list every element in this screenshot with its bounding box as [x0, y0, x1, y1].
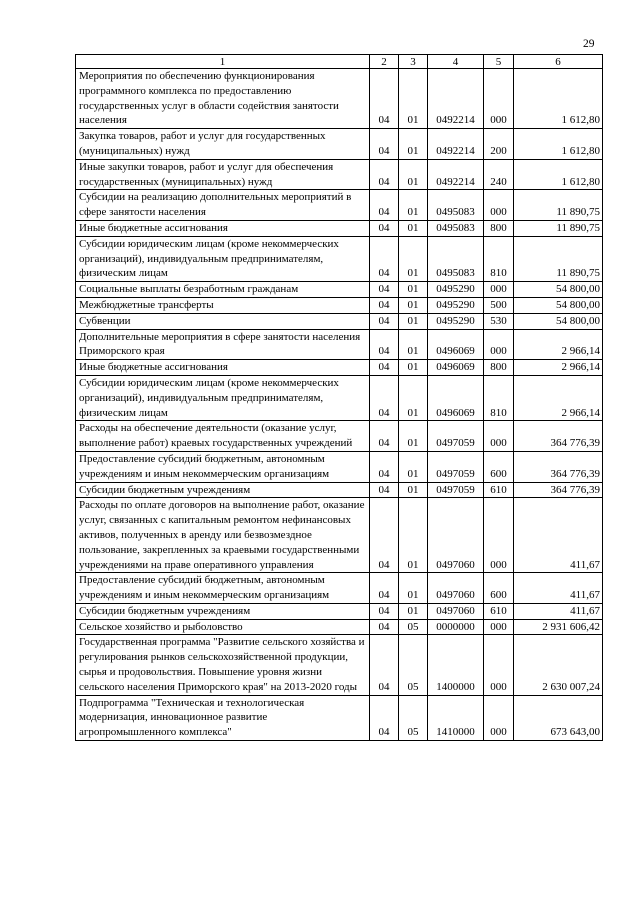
item-name: Государственная программа "Развитие сельского хозяйства и регулирования рынков сельскохозяйственной продукции, сырья и продовольствия. Повышение уровня жизни сельского населения Приморского края" на 2013-2020 годы	[76, 635, 370, 695]
amount: 54 800,00	[514, 313, 603, 329]
target-article-code: 0492214	[428, 129, 484, 160]
expense-type-code: 600	[484, 451, 514, 482]
target-article-code: 0497060	[428, 498, 484, 573]
expense-type-code: 000	[484, 69, 514, 129]
expense-type-code: 000	[484, 619, 514, 635]
item-name: Предоставление субсидий бюджетным, автономным учреждениям и иным некоммерческим организациям	[76, 451, 370, 482]
subsection-code: 01	[399, 190, 428, 221]
section-code: 04	[370, 360, 399, 376]
section-code: 04	[370, 573, 399, 604]
section-code: 04	[370, 69, 399, 129]
section-code: 04	[370, 619, 399, 635]
table-header-row	[76, 55, 603, 69]
table-row	[76, 360, 603, 376]
expense-type-code: 000	[484, 282, 514, 298]
subsection-code: 01	[399, 159, 428, 190]
item-name: Иные бюджетные ассигнования	[76, 360, 370, 376]
section-code: 04	[370, 329, 399, 360]
item-name: Закупка товаров, работ и услуг для государственных (муниципальных) нужд	[76, 129, 370, 160]
item-name: Сельское хозяйство и рыболовство	[76, 619, 370, 635]
item-name: Субсидии бюджетным учреждениям	[76, 482, 370, 498]
expense-type-code: 810	[484, 236, 514, 281]
table-row	[76, 159, 603, 190]
subsection-code: 01	[399, 360, 428, 376]
target-article-code: 0495083	[428, 236, 484, 281]
amount: 364 776,39	[514, 482, 603, 498]
amount: 2 630 007,24	[514, 635, 603, 695]
amount: 2 966,14	[514, 360, 603, 376]
table-row	[76, 635, 603, 695]
section-code: 04	[370, 482, 399, 498]
item-name: Межбюджетные трансферты	[76, 297, 370, 313]
amount: 54 800,00	[514, 297, 603, 313]
item-name: Субсидии юридическим лицам (кроме некоммерческих организаций), индивидуальным предпринимателям, физическим лицам	[76, 375, 370, 420]
expense-type-code: 200	[484, 129, 514, 160]
amount: 1 612,80	[514, 129, 603, 160]
item-name: Социальные выплаты безработным гражданам	[76, 282, 370, 298]
subsection-code: 01	[399, 573, 428, 604]
expense-type-code: 500	[484, 297, 514, 313]
column-header-2: 2	[370, 55, 399, 69]
table-row	[76, 297, 603, 313]
section-code: 04	[370, 190, 399, 221]
section-code: 04	[370, 498, 399, 573]
table-row	[76, 573, 603, 604]
item-name: Подпрограмма "Техническая и технологическая модернизация, инновационное развитие агропромышленного комплекса"	[76, 695, 370, 740]
amount: 411,67	[514, 603, 603, 619]
expense-type-code: 600	[484, 573, 514, 604]
expense-type-code: 800	[484, 220, 514, 236]
subsection-code: 05	[399, 695, 428, 740]
column-header-4: 4	[428, 55, 484, 69]
amount: 364 776,39	[514, 421, 603, 452]
expense-type-code: 000	[484, 695, 514, 740]
item-name: Субсидии юридическим лицам (кроме некоммерческих организаций), индивидуальным предпринимателям, физическим лицам	[76, 236, 370, 281]
section-code: 04	[370, 129, 399, 160]
table-row	[76, 220, 603, 236]
section-code: 04	[370, 421, 399, 452]
item-name: Мероприятия по обеспечению функционирования программного комплекса по предоставлению государственных услуг в области содействия занятости населения	[76, 69, 370, 129]
subsection-code: 01	[399, 498, 428, 573]
target-article-code: 0497059	[428, 451, 484, 482]
expense-type-code: 530	[484, 313, 514, 329]
subsection-code: 01	[399, 282, 428, 298]
expense-type-code: 000	[484, 329, 514, 360]
target-article-code: 0496069	[428, 375, 484, 420]
subsection-code: 01	[399, 236, 428, 281]
target-article-code: 0000000	[428, 619, 484, 635]
table-row	[76, 421, 603, 452]
amount: 11 890,75	[514, 190, 603, 221]
table-row	[76, 129, 603, 160]
section-code: 04	[370, 282, 399, 298]
subsection-code: 01	[399, 220, 428, 236]
item-name: Иные бюджетные ассигнования	[76, 220, 370, 236]
column-header-3: 3	[399, 55, 428, 69]
section-code: 04	[370, 451, 399, 482]
column-header-5: 5	[484, 55, 514, 69]
target-article-code: 0496069	[428, 360, 484, 376]
target-article-code: 0495083	[428, 220, 484, 236]
table-row	[76, 482, 603, 498]
table-row	[76, 375, 603, 420]
target-article-code: 1410000	[428, 695, 484, 740]
expense-type-code: 000	[484, 498, 514, 573]
section-code: 04	[370, 220, 399, 236]
table-row	[76, 190, 603, 221]
expense-type-code: 000	[484, 635, 514, 695]
amount: 411,67	[514, 498, 603, 573]
subsection-code: 01	[399, 482, 428, 498]
item-name: Иные закупки товаров, работ и услуг для обеспечения государственных (муниципальных) нужд	[76, 159, 370, 190]
table-row	[76, 69, 603, 129]
section-code: 04	[370, 236, 399, 281]
expense-type-code: 810	[484, 375, 514, 420]
table-row	[76, 695, 603, 740]
amount: 2 931 606,42	[514, 619, 603, 635]
table-row	[76, 282, 603, 298]
table-row	[76, 498, 603, 573]
expense-type-code: 240	[484, 159, 514, 190]
subsection-code: 05	[399, 619, 428, 635]
section-code: 04	[370, 313, 399, 329]
target-article-code: 0497059	[428, 421, 484, 452]
section-code: 04	[370, 375, 399, 420]
expense-type-code: 000	[484, 190, 514, 221]
section-code: 04	[370, 159, 399, 190]
amount: 411,67	[514, 573, 603, 604]
table-row	[76, 313, 603, 329]
subsection-code: 01	[399, 329, 428, 360]
table-row	[76, 451, 603, 482]
subsection-code: 01	[399, 297, 428, 313]
section-code: 04	[370, 695, 399, 740]
page-number: 29	[583, 38, 595, 50]
table-body	[76, 69, 603, 741]
amount: 673 643,00	[514, 695, 603, 740]
subsection-code: 01	[399, 421, 428, 452]
subsection-code: 01	[399, 313, 428, 329]
expense-type-code: 610	[484, 603, 514, 619]
target-article-code: 0495290	[428, 313, 484, 329]
amount: 1 612,80	[514, 159, 603, 190]
section-code: 04	[370, 635, 399, 695]
section-code: 04	[370, 297, 399, 313]
subsection-code: 01	[399, 375, 428, 420]
subsection-code: 01	[399, 603, 428, 619]
column-header-1: 1	[76, 55, 370, 69]
item-name: Субвенции	[76, 313, 370, 329]
target-article-code: 0496069	[428, 329, 484, 360]
target-article-code: 0497060	[428, 573, 484, 604]
subsection-code: 01	[399, 451, 428, 482]
table-row	[76, 329, 603, 360]
amount: 364 776,39	[514, 451, 603, 482]
item-name: Субсидии на реализацию дополнительных мероприятий в сфере занятости населения	[76, 190, 370, 221]
expense-type-code: 000	[484, 421, 514, 452]
item-name: Субсидии бюджетным учреждениям	[76, 603, 370, 619]
table-row	[76, 603, 603, 619]
subsection-code: 01	[399, 129, 428, 160]
column-header-6: 6	[514, 55, 603, 69]
target-article-code: 0492214	[428, 159, 484, 190]
table-row	[76, 619, 603, 635]
item-name: Расходы на обеспечение деятельности (оказание услуг, выполнение работ) краевых государственных учреждений	[76, 421, 370, 452]
section-code: 04	[370, 603, 399, 619]
subsection-code: 01	[399, 69, 428, 129]
target-article-code: 0497060	[428, 603, 484, 619]
item-name: Расходы по оплате договоров на выполнение работ, оказание услуг, связанных с капитальным ремонтом нефинансовых активов, полученных в аренду или безвозмездное пользование, закрепленных за краевыми государственными учреждениями на праве оперативного управления	[76, 498, 370, 573]
amount: 11 890,75	[514, 236, 603, 281]
target-article-code: 0492214	[428, 69, 484, 129]
amount: 2 966,14	[514, 329, 603, 360]
subsection-code: 05	[399, 635, 428, 695]
target-article-code: 0495083	[428, 190, 484, 221]
amount: 11 890,75	[514, 220, 603, 236]
expense-type-code: 610	[484, 482, 514, 498]
amount: 1 612,80	[514, 69, 603, 129]
target-article-code: 0495290	[428, 282, 484, 298]
table-row	[76, 236, 603, 281]
budget-table	[75, 54, 603, 741]
amount: 54 800,00	[514, 282, 603, 298]
amount: 2 966,14	[514, 375, 603, 420]
target-article-code: 0497059	[428, 482, 484, 498]
item-name: Предоставление субсидий бюджетным, автономным учреждениям и иным некоммерческим организациям	[76, 573, 370, 604]
expense-type-code: 800	[484, 360, 514, 376]
target-article-code: 1400000	[428, 635, 484, 695]
item-name: Дополнительные мероприятия в сфере занятости населения Приморского края	[76, 329, 370, 360]
target-article-code: 0495290	[428, 297, 484, 313]
